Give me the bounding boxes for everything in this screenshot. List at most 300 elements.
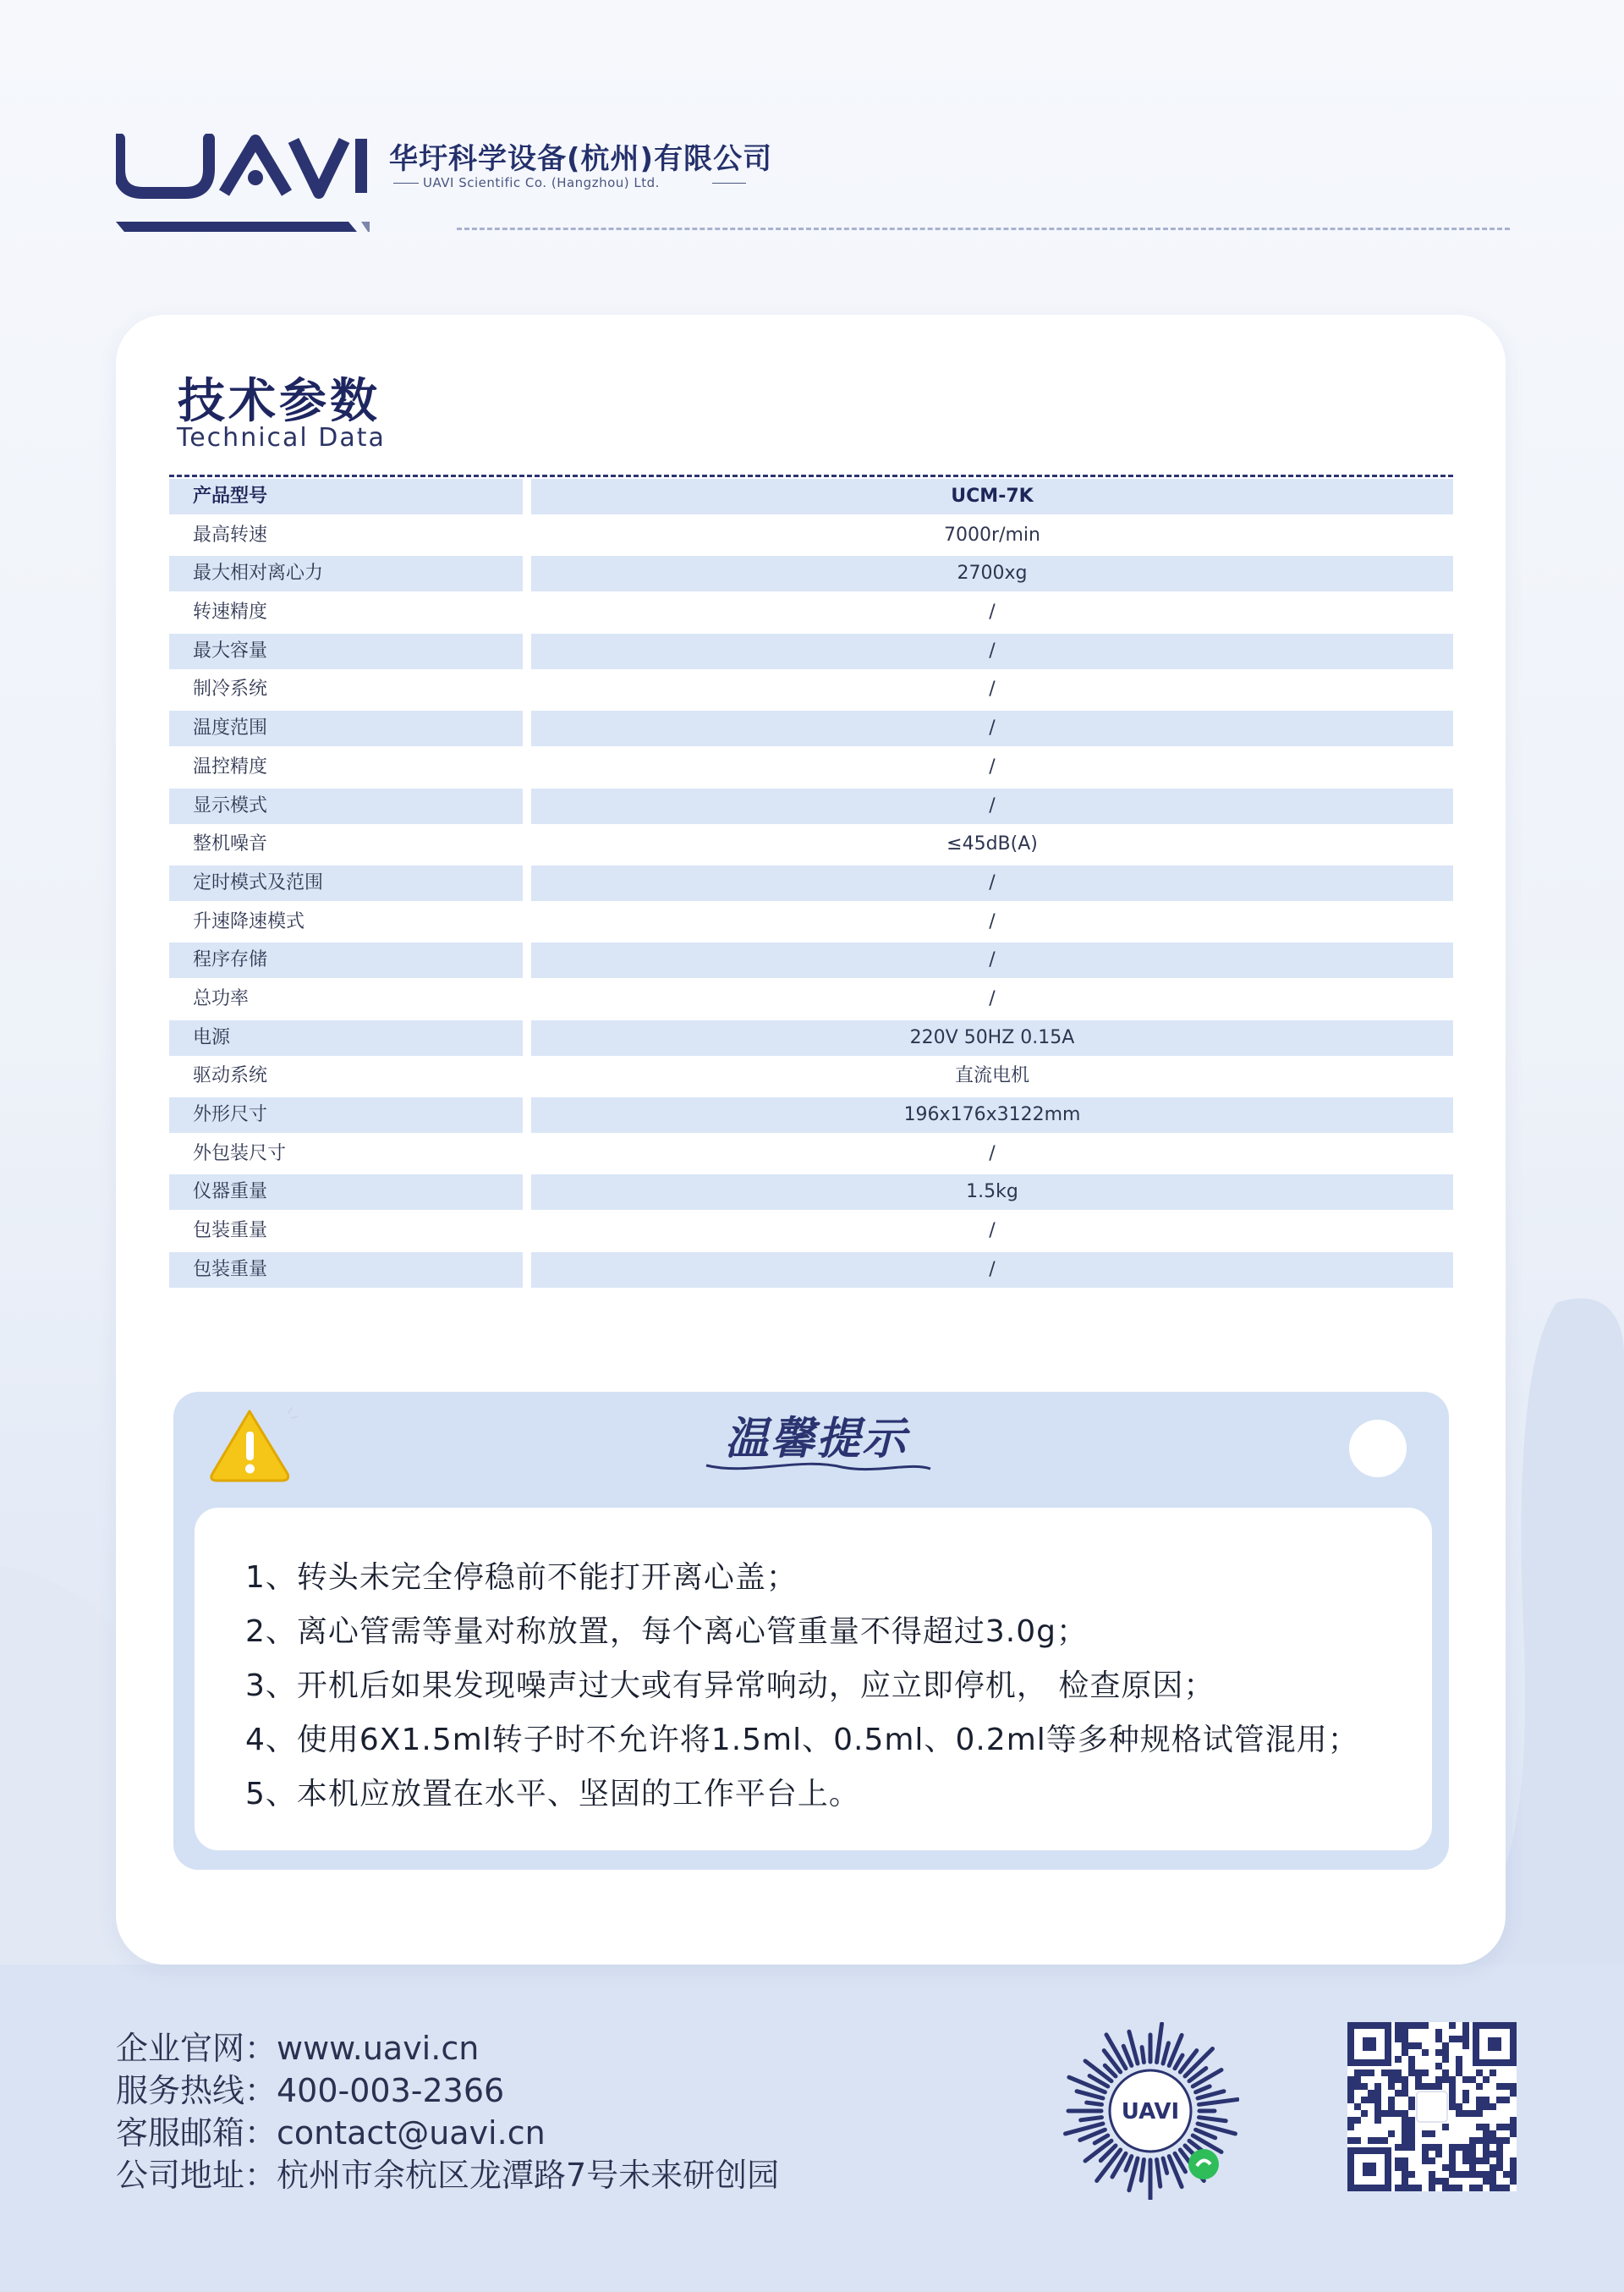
qr-cell (1422, 2083, 1429, 2090)
qr-cell (1354, 2076, 1361, 2083)
qr-cell (1456, 2171, 1462, 2178)
spec-row (169, 672, 1453, 711)
spec-row (169, 1174, 1453, 1213)
spec-label: 产品型号 (169, 479, 523, 514)
qr-cell (1408, 2144, 1415, 2151)
qr-cell (1442, 2056, 1449, 2063)
tips-title (698, 1406, 935, 1478)
mini-code-ray (1199, 2118, 1226, 2121)
qr-cell (1395, 2056, 1402, 2063)
qr-cell (1456, 2063, 1462, 2069)
spec-label: 驱动系统 (193, 1065, 268, 1087)
qr-cell (1408, 2022, 1415, 2029)
qr-cell (1510, 2124, 1517, 2130)
qr-cell (1374, 2137, 1381, 2144)
mini-program-code-icon (1062, 2022, 1239, 2200)
qr-cell (1388, 2069, 1395, 2076)
qr-cell (1402, 2164, 1408, 2171)
qr-cell (1347, 2117, 1354, 2124)
mini-code-ray (1163, 2158, 1167, 2173)
qr-cell (1402, 2022, 1408, 2029)
qr-cell (1381, 2137, 1388, 2144)
qr-cell (1395, 2164, 1402, 2171)
qr-cell (1483, 2157, 1490, 2164)
spec-row (169, 943, 1453, 981)
qr-cell (1510, 2090, 1517, 2097)
qr-cell (1483, 2103, 1490, 2110)
qr-cell (1462, 2110, 1469, 2117)
qr-cell (1408, 2056, 1415, 2063)
qr-cell (1449, 2076, 1456, 2083)
spec-label: 外包装尺寸 (193, 1142, 287, 1164)
qr-cell (1402, 2157, 1408, 2164)
qr-cell (1503, 2124, 1510, 2130)
qr-cell (1476, 2137, 1483, 2144)
qr-cell (1354, 2117, 1361, 2124)
qr-cell (1374, 2110, 1381, 2117)
qr-cell (1490, 2151, 1496, 2157)
qr-cell (1415, 2069, 1422, 2076)
qr-cell (1395, 2069, 1402, 2076)
spec-value: / (989, 1220, 996, 1242)
qr-cell (1476, 2157, 1483, 2164)
qr-cell (1388, 2097, 1395, 2103)
qr-cell (1490, 2130, 1496, 2137)
qr-cell (1408, 2130, 1415, 2137)
qr-cell (1395, 2185, 1402, 2191)
qr-cell (1388, 2110, 1395, 2117)
qr-cell (1368, 2097, 1374, 2103)
qr-cell (1422, 2157, 1429, 2164)
qr-cell (1422, 2151, 1429, 2157)
qr-cell (1408, 2117, 1415, 2124)
tips-title-text: 温馨提示 (724, 1413, 908, 1465)
qr-cell (1422, 2130, 1429, 2137)
qr-cell (1490, 2069, 1496, 2076)
qr-cell (1402, 2124, 1408, 2130)
mini-code-ray (1157, 2024, 1162, 2063)
qr-cell (1496, 2097, 1503, 2103)
qr-cell (1395, 2110, 1402, 2117)
qr-cell (1476, 2124, 1483, 2130)
qr-cell (1503, 2097, 1510, 2103)
qr-cell (1402, 2029, 1408, 2036)
qr-cell (1449, 2090, 1456, 2097)
qr-cell (1476, 2171, 1483, 2178)
qr-cell (1449, 2151, 1456, 2157)
qr-cell (1490, 2178, 1496, 2185)
qr-cell (1361, 2069, 1368, 2076)
spec-value: 196x176x3122mm (531, 1097, 1453, 1133)
spec-label: 升速降速模式 (193, 910, 305, 932)
qr-cell (1462, 2171, 1469, 2178)
divider (712, 183, 746, 184)
spec-label: 最大容量 (169, 634, 523, 669)
spec-row (169, 518, 1453, 557)
company-name-en: UAVI Scientific Co. (Hangzhou) Ltd. (423, 175, 660, 190)
qr-cell (1510, 2178, 1517, 2185)
qr-cell (1503, 2137, 1510, 2144)
decorative-circle (1349, 1420, 1407, 1477)
qr-cell (1347, 2124, 1354, 2130)
qr-cell (1402, 2076, 1408, 2083)
qr-cell (1347, 2137, 1354, 2144)
qr-cell (1402, 2083, 1408, 2090)
spec-label: 温度范围 (169, 711, 523, 746)
company-logo (116, 134, 370, 235)
qr-cell (1496, 2144, 1503, 2151)
qr-cell (1490, 2103, 1496, 2110)
qr-cell (1449, 2157, 1456, 2164)
contact-address: 公司地址：杭州市余杭区龙潭路7号未来研创园 (116, 2157, 780, 2194)
qr-cell (1402, 2042, 1408, 2049)
qr-cell (1449, 2036, 1456, 2042)
qr-cell (1483, 2130, 1490, 2137)
spec-table (169, 479, 1453, 1290)
qr-cell (1395, 2029, 1402, 2036)
qr-cell (1368, 2069, 1374, 2076)
qr-cell (1469, 2076, 1476, 2083)
spec-row (169, 556, 1453, 595)
qr-cell (1402, 2117, 1408, 2124)
spec-label: 转速精度 (193, 602, 268, 624)
qr-cell (1442, 2178, 1449, 2185)
spec-value: 1.5kg (531, 1174, 1453, 1210)
qr-cell (1429, 2178, 1435, 2185)
qr-cell (1462, 2029, 1469, 2036)
qr-cell (1429, 2157, 1435, 2164)
section-title-cn: 技术参数 (178, 374, 381, 429)
table-top-divider (169, 475, 1453, 477)
qr-cell (1402, 2185, 1408, 2191)
spec-value: 220V 50HZ 0.15A (531, 1020, 1453, 1056)
spec-row (169, 634, 1453, 673)
qr-cell (1476, 2069, 1483, 2076)
spec-value: / (531, 1252, 1453, 1288)
header-divider (457, 228, 1510, 230)
qr-cell (1415, 2042, 1422, 2049)
qr-cell (1354, 2137, 1361, 2144)
mini-code-ray (1095, 2135, 1108, 2143)
qr-cell (1503, 2083, 1510, 2090)
warning-icon (207, 1404, 300, 1489)
qr-cell (1415, 2083, 1422, 2090)
mini-code-ray (1142, 2047, 1144, 2063)
qr-cell (1476, 2110, 1483, 2117)
qr-cell (1456, 2069, 1462, 2076)
qr-cell (1496, 2137, 1503, 2144)
spec-value: / (989, 602, 996, 624)
qr-cell (1374, 2117, 1381, 2124)
qr-cell (1442, 2076, 1449, 2083)
company-name-cn: 华圩科学设备(杭州)有限公司 (389, 142, 773, 176)
divider (393, 183, 419, 184)
spec-value: / (531, 789, 1453, 824)
qr-cell (1510, 2157, 1517, 2164)
spec-value: 2700xg (531, 556, 1453, 591)
qr-cell (1462, 2090, 1469, 2097)
spec-label: 包装重量 (169, 1252, 523, 1288)
qr-cell (1490, 2171, 1496, 2178)
qr-cell (1422, 2049, 1429, 2056)
qr-cell (1408, 2137, 1415, 2144)
qr-cell (1415, 2076, 1422, 2083)
qr-cell (1469, 2185, 1476, 2191)
qr-cell (1503, 2185, 1510, 2191)
mini-code-logo-text: UAVI (1121, 2099, 1180, 2124)
qr-cell (1456, 2144, 1462, 2151)
qr-cell (1442, 2164, 1449, 2171)
qr-cell (1449, 2022, 1456, 2029)
qr-cell (1469, 2110, 1476, 2117)
qr-cell (1469, 2164, 1476, 2171)
qr-cell (1442, 2069, 1449, 2076)
spec-row (169, 827, 1453, 866)
mini-code-ray (1196, 2086, 1210, 2092)
qr-cell (1483, 2144, 1490, 2151)
tip-item: 5、本机应放置在水平、坚固的工作平台上。 (245, 1777, 860, 1811)
qr-cell (1354, 2083, 1361, 2090)
mini-code-ray (1126, 2157, 1132, 2171)
qr-cell (1510, 2117, 1517, 2124)
qr-cell (1462, 2144, 1469, 2151)
mini-code-ray (1175, 2055, 1182, 2069)
qr-cell (1490, 2137, 1496, 2144)
spec-label: 电源 (169, 1020, 523, 1056)
spec-row (169, 904, 1453, 943)
spec-row (169, 1097, 1453, 1136)
mini-code-ray (1077, 2091, 1103, 2098)
qr-cell (1483, 2171, 1490, 2178)
spec-value: / (531, 866, 1453, 901)
qr-cell (1469, 2144, 1476, 2151)
qr-cell (1510, 2171, 1517, 2178)
spec-value: UCM-7K (531, 479, 1453, 514)
qr-cell (1408, 2124, 1415, 2130)
qr-cell (1469, 2171, 1476, 2178)
qr-cell (1347, 2097, 1354, 2103)
mini-code-ray (1141, 2160, 1144, 2181)
qr-cell (1449, 2171, 1456, 2178)
qr-cell (1408, 2063, 1415, 2069)
spec-label: 显示模式 (169, 789, 523, 824)
qr-cell (1442, 2124, 1449, 2130)
qr-cell (1402, 2130, 1408, 2137)
qr-cell (1381, 2069, 1388, 2076)
qr-cell (1402, 2178, 1408, 2185)
spec-value: / (531, 943, 1453, 978)
tip-item: 3、开机后如果发现噪声过大或有异常响动，应立即停机， 检查原因； (245, 1668, 1215, 1703)
qr-cell (1462, 2157, 1469, 2164)
qr-cell (1415, 2022, 1422, 2029)
qr-cell (1408, 2042, 1415, 2049)
qr-cell (1374, 2103, 1381, 2110)
qr-cell (1381, 2110, 1388, 2117)
qr-cell (1429, 2130, 1435, 2137)
spec-label: 最高转速 (193, 524, 268, 546)
qr-cell (1395, 2076, 1402, 2083)
spec-row (169, 1058, 1453, 1097)
qr-cell (1408, 2069, 1415, 2076)
qr-cell (1402, 2144, 1408, 2151)
qr-cell (1483, 2137, 1490, 2144)
qr-cell (1408, 2171, 1415, 2178)
qr-cell (1496, 2164, 1503, 2171)
qr-cell (1354, 2069, 1361, 2076)
qr-cell (1462, 2042, 1469, 2049)
spec-row (169, 1213, 1453, 1252)
qr-cell (1483, 2151, 1490, 2157)
qr-cell (1374, 2083, 1381, 2090)
qr-cell (1435, 2144, 1442, 2151)
spec-row (169, 1136, 1453, 1175)
spec-row-header (169, 479, 1453, 518)
mini-code-ray (1157, 2160, 1160, 2187)
spec-value: / (531, 711, 1453, 746)
mini-code-ray (1081, 2118, 1102, 2120)
qr-cell (1435, 2029, 1442, 2036)
qr-cell (1415, 2185, 1422, 2191)
spec-label: 制冷系统 (193, 679, 268, 701)
spec-value: ≤45dB(A) (946, 833, 1038, 855)
spec-label: 外形尺寸 (169, 1097, 523, 1133)
qr-cell (1456, 2056, 1462, 2063)
spec-row (169, 1252, 1453, 1291)
qr-cell (1429, 2171, 1435, 2178)
qr-cell (1395, 2144, 1402, 2151)
qr-cell (1408, 2185, 1415, 2191)
qr-cell (1429, 2083, 1435, 2090)
spec-row (169, 595, 1453, 634)
spec-label: 仪器重量 (169, 1174, 523, 1210)
qr-cell (1490, 2164, 1496, 2171)
qr-cell (1354, 2103, 1361, 2110)
qr-cell (1435, 2178, 1442, 2185)
qr-cell (1395, 2157, 1402, 2164)
spec-value: / (989, 987, 996, 1009)
qr-cell (1435, 2076, 1442, 2083)
qr-cell (1496, 2185, 1503, 2191)
qr-cell (1402, 2036, 1408, 2042)
qr-cell (1496, 2157, 1503, 2164)
qr-cell (1496, 2151, 1503, 2157)
qr-cell (1388, 2076, 1395, 2083)
qr-cell (1469, 2137, 1476, 2144)
qr-cell (1388, 2103, 1395, 2110)
spec-value: / (989, 910, 996, 932)
qr-cell (1395, 2036, 1402, 2042)
qr-cell (1462, 2151, 1469, 2157)
section-title-en: Technical Data (177, 423, 386, 453)
qr-cell (1462, 2097, 1469, 2103)
mini-code-ray (1198, 2091, 1224, 2098)
contact-hotline[interactable]: 服务热线：400-003-2366 (116, 2072, 505, 2109)
qr-cell (1469, 2151, 1476, 2157)
contact-email[interactable]: 客服邮箱：contact@uavi.cn (116, 2114, 546, 2152)
qr-cell (1462, 2036, 1469, 2042)
qr-cell (1402, 2137, 1408, 2144)
qr-cell (1422, 2144, 1429, 2151)
qr-cell (1408, 2103, 1415, 2110)
spec-value: / (531, 634, 1453, 669)
spec-row (169, 866, 1453, 904)
qr-cell (1449, 2097, 1456, 2103)
qr-cell (1388, 2083, 1395, 2090)
qr-cell (1347, 2083, 1354, 2090)
qr-cell (1442, 2049, 1449, 2056)
mini-code-ray (1087, 2102, 1102, 2104)
spec-row (169, 711, 1453, 750)
qr-cell (1449, 2164, 1456, 2171)
qr-cell (1435, 2083, 1442, 2090)
spec-value: / (989, 679, 996, 701)
spec-row (169, 1020, 1453, 1059)
qr-cell (1483, 2178, 1490, 2185)
spec-row (169, 981, 1453, 1020)
qr-cell (1402, 2171, 1408, 2178)
qr-code-icon (1347, 2022, 1517, 2191)
tip-item: 1、转头未完全停稳前不能打开离心盖； (245, 1560, 798, 1595)
contact-website[interactable]: 企业官网：www.uavi.cn (116, 2030, 480, 2067)
qr-cell (1435, 2036, 1442, 2042)
qr-cell (1483, 2124, 1490, 2130)
qr-cell (1347, 2076, 1354, 2083)
qr-cell (1449, 2185, 1456, 2191)
spec-value: / (989, 1142, 996, 1164)
qr-cell (1429, 2185, 1435, 2191)
qr-cell (1476, 2097, 1483, 2103)
qr-cell (1361, 2110, 1368, 2117)
qr-cell (1469, 2157, 1476, 2164)
qr-cell (1402, 2049, 1408, 2056)
qr-cell (1462, 2076, 1469, 2083)
tip-item: 4、使用6X1.5ml转子时不允许将1.5ml、0.5ml、0.2ml等多种规格试管混用； (245, 1723, 1359, 1757)
qr-cell (1456, 2103, 1462, 2110)
qr-cell (1347, 2090, 1354, 2097)
spec-label: 整机噪音 (193, 833, 268, 855)
mini-code-ray (1163, 2043, 1168, 2064)
qr-cell (1476, 2083, 1483, 2090)
qr-cell (1361, 2097, 1368, 2103)
spec-label: 程序存储 (169, 943, 523, 978)
qr-cell (1429, 2144, 1435, 2151)
spec-row (169, 789, 1453, 827)
qr-cell (1462, 2022, 1469, 2029)
spec-value: / (989, 756, 996, 778)
qr-cell (1510, 2130, 1517, 2137)
qr-cell (1402, 2090, 1408, 2097)
qr-cell (1435, 2151, 1442, 2157)
qr-cell (1476, 2103, 1483, 2110)
mini-code-ray (1199, 2099, 1238, 2104)
qr-cell (1503, 2171, 1510, 2178)
qr-cell (1476, 2185, 1483, 2191)
qr-cell (1395, 2022, 1402, 2029)
qr-cell (1422, 2069, 1429, 2076)
spec-row (169, 750, 1453, 789)
qr-cell (1456, 2036, 1462, 2042)
spec-label: 温控精度 (193, 756, 268, 778)
qr-cell (1388, 2130, 1395, 2137)
qr-cell (1374, 2097, 1381, 2103)
qr-cell (1361, 2083, 1368, 2090)
qr-cell (1456, 2110, 1462, 2117)
qr-cell (1368, 2090, 1374, 2097)
spec-label: 包装重量 (193, 1220, 268, 1242)
qr-cell (1510, 2083, 1517, 2090)
qr-cell (1402, 2110, 1408, 2117)
qr-cell (1510, 2164, 1517, 2171)
